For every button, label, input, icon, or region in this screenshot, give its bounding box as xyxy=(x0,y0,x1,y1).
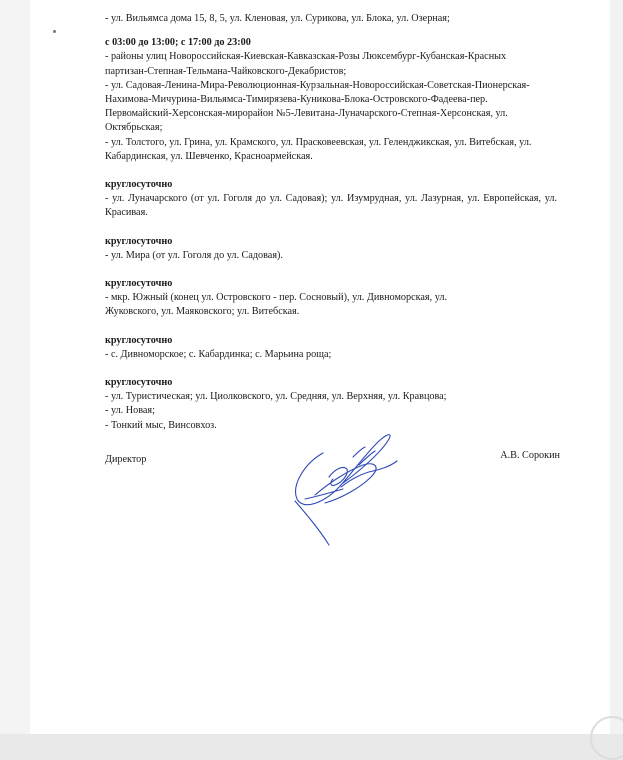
list-item: - ул. Новая; xyxy=(105,405,155,417)
schedule-heading-3: круглосуточно xyxy=(105,235,173,247)
page-corner-mark xyxy=(590,716,623,760)
schedule-heading-4: круглосуточно xyxy=(105,278,173,290)
list-item: - ул. Туристическая; ул. Циолковского, ул. Средняя, ул. Верхняя, ул. Кравцова; xyxy=(105,391,447,403)
list-item: - мкр. Южный (конец ул. Островского - пер. Сосновый), ул. Дивноморская, ул. Жуковского, ул. Маяковского; ул. Витебская. xyxy=(105,292,447,318)
director-name: А.В. Сорокин xyxy=(500,450,560,461)
list-item: - Тонкий мыс, Винсовхоз. xyxy=(105,419,217,431)
document-body xyxy=(105,12,560,433)
list-item: - с. Дивноморское; с. Кабардинка; с. Марьина роща; xyxy=(105,348,332,360)
list-item: - ул. Луначарского (от ул. Гоголя до ул. Садовая); ул. Изумрудная, ул. Лазурная, ул. Европейская, ул. Красивая. xyxy=(105,193,557,219)
director-title: Директор xyxy=(105,454,147,465)
list-item: - ул. Мира (от ул. Гоголя до ул. Садовая). xyxy=(105,249,283,261)
schedule-heading-6: круглосуточно xyxy=(105,377,173,389)
schedule-heading-5: круглосуточно xyxy=(105,334,173,346)
page-margin-right xyxy=(610,0,623,734)
intro-line: - ул. Вильямса дома 15, 8, 5, ул. Кленовая, ул. Сурикова, ул. Блока, ул. Озерная; xyxy=(105,13,450,24)
handwritten-signature xyxy=(285,425,405,550)
list-item: - ул. Садовая-Ленина-Мира-Революционная-Курзальная-Новороссийская-Советская-Пионерская-Нахимова-Мичурина-Вильямса-Тимирязева-Куникова-Блока-Островского-Фадеева-пер. Первомайский-Херсонская-мирорайон №5-Левитана-Луначарского-Степная-Херсонская, ул. Октябрьская; xyxy=(105,79,530,134)
list-item: - районы улиц Новороссийская-Киевская-Кавказская-Розы Люксембург-Кубанская-Красных партизан-Степная-Тельмана-Чайковского-Декабристов; xyxy=(105,51,507,77)
list-item: - ул. Толстого, ул. Грина, ул. Крамского, ул. Прасковеевская, ул. Геленджикская, ул. Витебская, ул. Кабардинская, ул. Шевченко, Красноармейская. xyxy=(105,136,532,162)
page-margin-left xyxy=(0,0,30,734)
schedule-heading-2: круглосуточно xyxy=(105,179,173,191)
schedule-heading-1: с 03:00 до 13:00; с 17:00 до 23:00 xyxy=(105,37,251,49)
scan-mark xyxy=(53,30,56,33)
